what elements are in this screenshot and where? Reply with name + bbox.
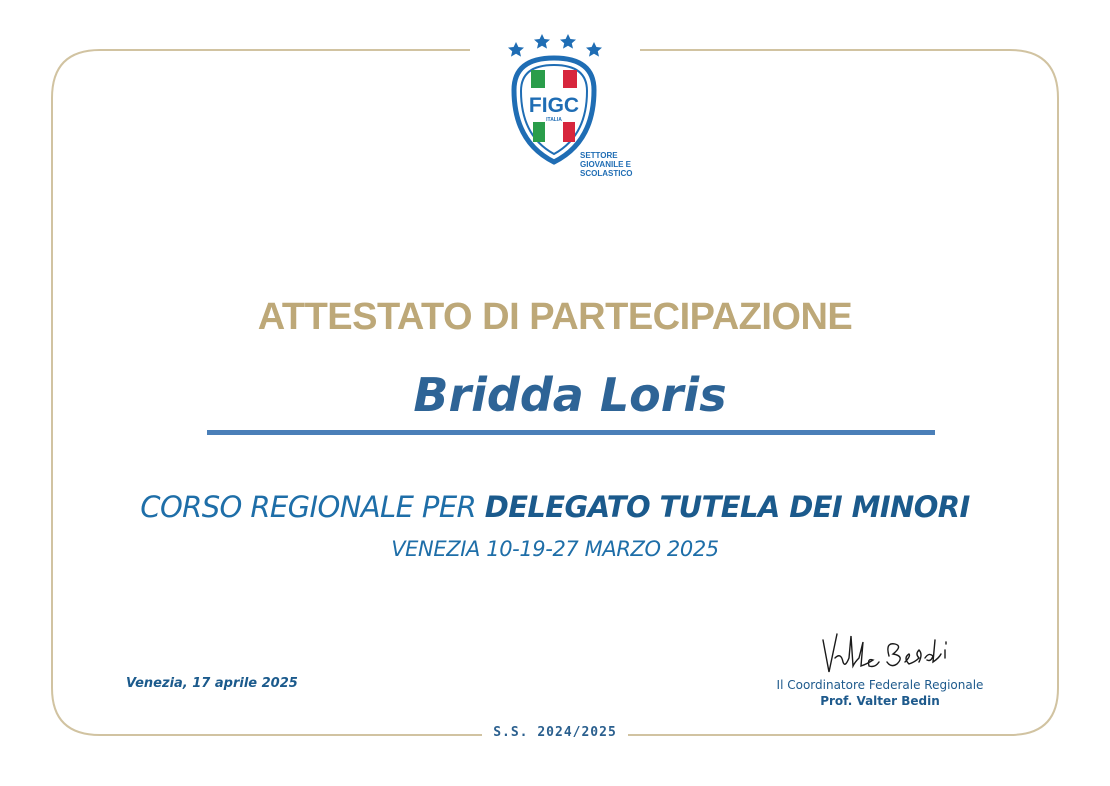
certificate-title: ATTESTATO DI PARTECIPAZIONE xyxy=(257,296,853,338)
course-dates: VENEZIA 10-19-27 MARZO 2025 xyxy=(391,537,719,561)
school-season: S.S. 2024/2025 xyxy=(493,725,617,740)
course-prefix: CORSO REGIONALE PER xyxy=(140,490,485,524)
figc-shield-icon xyxy=(500,30,650,185)
logo-sector-line2: GIOVANILE E xyxy=(580,160,631,169)
signer-title: Il Coordinatore Federale Regionale xyxy=(776,678,984,692)
course-line xyxy=(0,490,1110,524)
logo-sector-line3: SCOLASTICO xyxy=(580,169,633,178)
course-name: DELEGATO TUTELA DEI MINORI xyxy=(484,490,970,524)
place-and-date: Venezia, 17 aprile 2025 xyxy=(126,676,298,691)
figc-logo xyxy=(500,30,650,185)
logo-sector-line1: SETTORE xyxy=(580,151,618,160)
logo-mark: FIGC xyxy=(528,94,580,117)
recipient-name: Bridda Loris xyxy=(413,368,727,422)
signature-image xyxy=(815,628,965,676)
logo-country: ITALIA xyxy=(546,117,562,123)
signer-name: Prof. Valter Bedin xyxy=(820,694,940,708)
name-underline xyxy=(207,430,935,435)
